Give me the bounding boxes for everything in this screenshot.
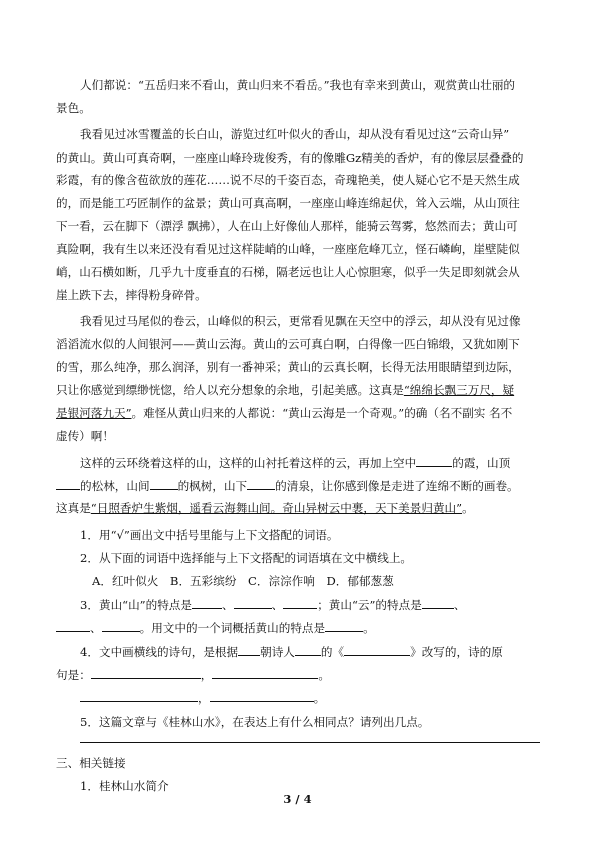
page-number: 3 / 4 xyxy=(283,792,312,806)
answer-blank[interactable] xyxy=(283,597,317,609)
answer-blank[interactable] xyxy=(295,644,321,656)
paragraph-4-text: 的清泉，让你感到像是走进了连绵不断的画卷。 xyxy=(275,479,519,493)
paragraph-2-line-7: 峭，山石横如断，几乎九十度垂直的石梯，隔老远也让人心惊胆寒，似乎一失足即刻就会从 xyxy=(56,265,520,279)
paragraph-3-line-5 xyxy=(56,406,540,420)
answer-blank[interactable] xyxy=(91,667,201,679)
paragraph-4-text: 的霞，山顶 xyxy=(452,456,511,470)
question-4-text: 。 xyxy=(313,691,326,705)
underlined-poem-line-2: 是银河落九天” xyxy=(56,406,132,420)
question-3-text: 、 xyxy=(221,598,234,612)
paragraph-4-text: 的松林，山间 xyxy=(80,479,150,493)
blank-summit[interactable] xyxy=(56,478,80,490)
question-4-line-1 xyxy=(80,644,540,659)
question-3-text: 、 xyxy=(271,598,284,612)
paragraph-2-line-1: 我看见过冰雪覆盖的长白山，游览过红叶似火的香山，却从没有看见过这“云奇山异” xyxy=(80,127,510,141)
answer-blank[interactable] xyxy=(56,620,90,632)
question-5: 5．这篇文章与《桂林山水》，在表达上有什么相同点？请列出几点。 xyxy=(80,715,430,729)
answer-blank[interactable] xyxy=(325,620,363,632)
paragraph-4-text: 的枫树，山下 xyxy=(177,479,248,493)
blank-foot[interactable] xyxy=(247,478,275,490)
question-4-line-2 xyxy=(56,667,540,682)
section-item-1: 1．桂林山水简介 xyxy=(80,779,169,793)
section-heading: 三、相关链接 xyxy=(56,756,126,770)
underlined-poem-2: “日照香炉生紫烟，遥看云海舞山间。奇山异树云中裹，天下美景归黄山” xyxy=(90,501,463,515)
answer-blank[interactable] xyxy=(212,667,318,679)
question-4-text: ， xyxy=(200,668,213,682)
paragraph-4-line-3 xyxy=(56,501,540,515)
answer-blank[interactable] xyxy=(238,644,260,656)
paragraph-2-line-5: 下一看，云在脚下（漂浮 飘拂），人在山上好像仙人那样，能骑云驾雾，悠然而去；黄山可 xyxy=(56,219,518,233)
question-4-text: ， xyxy=(198,691,210,705)
paragraph-1-line-2: 景色。 xyxy=(56,101,91,115)
paragraph-3-text: 只让你感觉到缥缈恍惚，给人以充分想象的余地，引起美感。这真是 xyxy=(56,383,404,397)
question-4-text: 朝诗人 xyxy=(260,645,295,659)
paragraph-3-line-2: 滔滔流水似的人间银河——黄山云海。黄山的云可真白啊，白得像一匹白锦缎，又犹如刚下 xyxy=(56,337,520,351)
paragraph-4-text: 这真是 xyxy=(56,501,91,515)
answer-blank[interactable] xyxy=(192,597,222,609)
question-3-line-1 xyxy=(80,597,540,612)
paragraph-4-line-1 xyxy=(80,455,540,470)
question-3-text: 。用文中的一个词概括黄山的特点是 xyxy=(139,621,326,635)
answer-blank[interactable] xyxy=(102,620,140,632)
question-3-line-2 xyxy=(56,620,540,635)
blank-sky[interactable] xyxy=(416,455,452,467)
underlined-poem-line-1: “绵绵长飘三万尺，疑 xyxy=(403,383,515,397)
answer-blank[interactable] xyxy=(344,644,410,656)
paragraph-2-line-6: 真险啊，我有生以来还没有看见过这样陡峭的山峰，一座座危峰兀立，怪石嶙峋，崖壁陡似 xyxy=(56,242,520,256)
paragraph-2-line-3: 彩霞，有的像含苞欲放的莲花……说不尽的千姿百态，奇瑰艳美，使人疑心它不是天然生成 xyxy=(56,173,520,187)
question-4-text: 》改写的，诗的原 xyxy=(410,645,503,659)
question-3-text: 、 xyxy=(90,621,102,635)
paragraph-4-text: 这样的云环绕着这样的山，这样的山衬托着这样的云，再加上空中 xyxy=(80,456,417,470)
paragraph-3-line-6: 虚传）啊！ xyxy=(56,429,114,443)
answer-blank[interactable] xyxy=(80,690,198,702)
answer-blank[interactable] xyxy=(210,690,314,702)
paragraph-3-text-2: 。难怪从黄山归来的人都说：“黄山云海是一个奇观。”的确（名不副实 名不 xyxy=(131,406,513,420)
answer-blank[interactable] xyxy=(234,597,272,609)
question-2: 2．从下面的词语中选择能与上下文搭配的词语填在文中横线上。 xyxy=(80,551,413,565)
question-4-text: 句是： xyxy=(56,668,91,682)
question-4-text: 4．文中画横线的诗句，是根据 xyxy=(80,645,239,659)
question-3-text: 3．黄山“山”的特点是 xyxy=(80,598,192,612)
paragraph-4-text: 。 xyxy=(462,501,474,515)
paragraph-3-line-3: 的雪，那么纯净，那么润泽，别有一番神采；黄山的云真长啊，长得无法用眼睛望到边际， xyxy=(56,360,520,374)
paragraph-3-line-4 xyxy=(56,383,540,397)
answer-line[interactable] xyxy=(80,742,540,743)
paragraph-2-line-4: 的，而是能工巧匠制作的盆景；黄山可真高啊，一座座山峰连绵起伏，耸入云端，从山顶往 xyxy=(56,196,520,210)
question-4-line-3 xyxy=(80,690,540,705)
question-2-options: A．红叶似火 B．五彩缤纷 C．淙淙作响 D．郁郁葱葱 xyxy=(92,574,394,588)
paragraph-2-line-2: 的黄山。黄山可真奇啊，一座座山峰玲珑俊秀，有的像雕Gz精美的香炉，有的像层层叠叠的 xyxy=(56,151,524,165)
paragraph-1-line-1: 人们都说：“五岳归来不看山，黄山归来不看岳。”我也有幸来到黄山，观赏黄山壮丽的 xyxy=(80,78,516,92)
paragraph-2-line-8: 崖上跌下去，摔得粉身碎骨。 xyxy=(56,288,207,302)
question-4-text: 的《 xyxy=(320,645,345,659)
question-3-text: ；黄山“云”的特点是 xyxy=(317,598,422,612)
question-4-text: 。 xyxy=(318,668,331,682)
question-3-text: 、 xyxy=(453,598,466,612)
blank-valley[interactable] xyxy=(150,478,178,490)
question-3-text: 。 xyxy=(363,621,375,635)
paragraph-4-line-2 xyxy=(56,478,540,493)
question-1: 1．用“√”画出文中括号里能与上下文搭配的词语。 xyxy=(80,528,339,542)
answer-blank[interactable] xyxy=(422,597,454,609)
paragraph-3-line-1: 我看见过马尾似的卷云，山峰似的积云，更常看见飘在天空中的浮云，却从没有见过像 xyxy=(80,314,521,328)
